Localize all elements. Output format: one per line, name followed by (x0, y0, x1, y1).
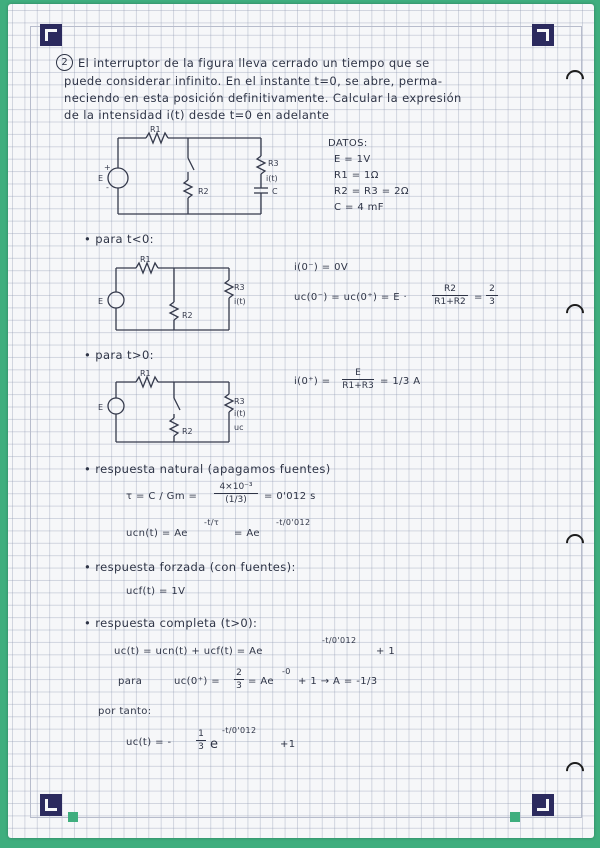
corner-dot-right (510, 812, 520, 822)
eq-final-fraction: 1 3 (196, 729, 206, 752)
eq-i0-plus-fraction: E R1+R3 (342, 368, 374, 391)
label-minus: - (106, 183, 109, 192)
heading-natural-response: • respuesta natural (apagamos fuentes) (84, 462, 331, 476)
eq-tau-right: = 0'012 s (264, 491, 316, 502)
datos-line-4: C = 4 mF (334, 202, 384, 213)
label-e: E (98, 174, 104, 183)
svg-text:i(t): i(t) (234, 297, 246, 306)
eq-complete-tail: + 1 (376, 646, 396, 657)
eq-para-fraction: 2 3 (234, 668, 244, 691)
eq-ucn-mid: = Ae (234, 528, 260, 539)
problem-number: 2 (56, 54, 73, 71)
eq-uc0-fraction: R2 R1+R2 (432, 284, 468, 307)
heading-t-positive: • para t>0: (84, 348, 154, 362)
eq-para-right: + 1 → A = -1/3 (298, 676, 378, 687)
eq-i0-plus-right: = 1/3 A (380, 376, 421, 387)
datos-title: DATOS: (328, 138, 368, 149)
heading-forced-response: • respuesta forzada (con fuentes): (84, 560, 296, 574)
label-para: para (118, 676, 143, 687)
eq-para-left: uc(0⁺) = (174, 676, 221, 687)
eq-para-mid: = Ae (248, 676, 274, 687)
svg-text:uc: uc (234, 423, 244, 432)
eq-complete: uc(t) = ucn(t) + ucf(t) = Ae (114, 646, 263, 657)
eq-uc0-result: 2 3 (486, 284, 498, 307)
svg-text:E: E (98, 297, 104, 306)
svg-text:R1: R1 (140, 369, 151, 378)
eq-final-exp: -t/0'012 (222, 726, 257, 735)
svg-text:i(t): i(t) (234, 409, 246, 418)
svg-text:R2: R2 (182, 311, 193, 320)
label-c: C (272, 187, 278, 196)
svg-text:R2: R2 (182, 427, 193, 436)
statement-line-2: puede considerar infinito. En el instante t=0, se abre, perma- (64, 74, 443, 88)
corner-mark-bottom-right (532, 794, 554, 816)
eq-complete-exp: -t/0'012 (322, 636, 357, 645)
eq-tau-fraction: 4×10⁻³ (1/3) (214, 482, 258, 505)
eq-ucn-exp: -t/τ (204, 518, 220, 527)
eq-final-left: uc(t) = - (126, 737, 172, 748)
corner-mark-top-right (532, 24, 554, 46)
heading-complete-response: • respuesta completa (t>0): (84, 616, 258, 630)
notebook-page (8, 4, 594, 838)
corner-dot-left (68, 812, 78, 822)
label-r3: R3 (268, 159, 279, 168)
svg-text:R3: R3 (234, 397, 245, 406)
eq-uc0-left: uc(0⁻) = uc(0⁺) = E · (294, 292, 408, 303)
eq-uc0-equals: = (474, 292, 483, 303)
label-plus: + (104, 163, 111, 172)
statement-line-4: de la intensidad i(t) desde t=0 en adelante (64, 108, 330, 122)
label-r2: R2 (198, 187, 209, 196)
eq-ucn-left: ucn(t) = Ae (126, 528, 188, 539)
eq-final-tail: +1 (280, 739, 296, 750)
circuit-diagram-t-positive (98, 368, 254, 448)
eq-i0-minus: i(0⁻) = 0V (294, 262, 349, 273)
datos-line-3: R2 = R3 = 2Ω (334, 186, 409, 197)
eq-ucf: ucf(t) = 1V (126, 586, 186, 597)
datos-line-1: E = 1V (334, 154, 371, 165)
label-it: i(t) (266, 174, 278, 183)
statement-line-3: neciendo en esta posición definitivamente. Calcular la expresión (64, 91, 462, 105)
label-r1: R1 (150, 125, 161, 134)
label-por-tanto: por tanto: (98, 706, 152, 717)
circuit-diagram-t-negative (98, 254, 254, 334)
svg-text:R1: R1 (140, 255, 151, 264)
eq-tau-left: τ = C / Gm = (126, 491, 198, 502)
eq-ucn-exp2: -t/0'012 (276, 518, 311, 527)
corner-mark-bottom-left (40, 794, 62, 816)
eq-final-e: e (210, 737, 219, 752)
corner-mark-top-left (40, 24, 62, 46)
eq-para-exp: -0 (282, 667, 291, 676)
datos-line-2: R1 = 1Ω (334, 170, 379, 181)
eq-i0-plus-left: i(0⁺) = (294, 376, 331, 387)
svg-text:E: E (98, 403, 104, 412)
statement-line-1: El interruptor de la figura lleva cerrado un tiempo que se (78, 56, 430, 70)
heading-t-negative: • para t<0: (84, 232, 154, 246)
circuit-diagram-original (96, 126, 286, 221)
svg-text:R3: R3 (234, 283, 245, 292)
